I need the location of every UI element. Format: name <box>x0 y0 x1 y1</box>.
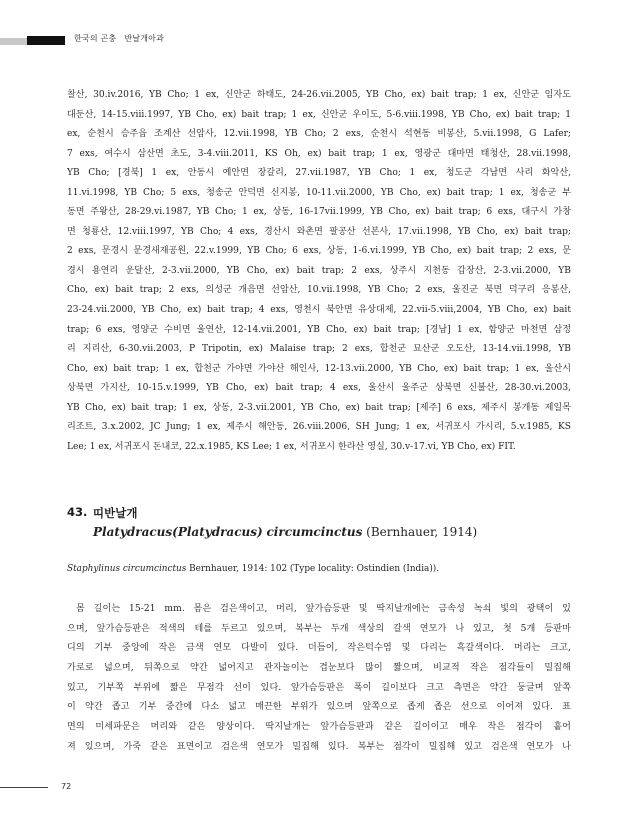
record-line: 11.vi.1998, YB Cho; 5 exs, 청송군 안덕면 신지봉, 10-11.vii.2000, YB Cho, ex) bait trap; 1 ex, 청송군 부 <box>67 187 571 198</box>
description-line: 몸 길이는 15-21 mm. 몸은 검은색이고, 머리, 앞가슴등판 및 딱지날개에는 금속성 녹쇠 빛의 광택이 있 <box>76 604 571 614</box>
record-line: YB Cho; [경북] 1 ex, 안동시 예안면 장갈리, 27.vii.1987, YB Cho; 1 ex, 청도군 각남면 사리 화악산, <box>67 168 571 179</box>
record-line: 상북면 가지산, 10-15.v.1999, YB Cho, ex) bait trap; 4 exs, 울산시 울주군 상북면 신불산, 28-30.vi.2003, <box>67 383 571 394</box>
page-number: 72 <box>61 782 72 791</box>
record-line: ex, 순천시 승주읍 조계산 선암사, 12.vii.1998, YB Cho; 2 exs, 순천시 석현동 비봉산, 5.vii.1998, G Lafer; <box>67 129 571 140</box>
description-line: 져 있으며, 가죽 같은 표면이고 검은색 연모가 밀집해 있다. 복부는 점각이 밀집해 있고 검은색 연모가 나 <box>67 741 571 752</box>
description-line: 가로로 넓으며, 뒤쪽으로 약간 넓어지고 관자놀이는 겹눈보다 많이 짧으며, 비교적 작은 점각들이 밀집해 <box>67 663 571 674</box>
genus-name: Platydracus <box>93 525 173 539</box>
species-description <box>67 600 571 758</box>
running-header <box>74 33 164 44</box>
description-line: 디의 기부 중앙에 작은 금색 연모 다발이 있다. 더듬이, 작은턱수염 및 다리는 흑갈색이다. 머리는 크고, <box>67 643 571 654</box>
description-line: 으며, 앞가슴등판은 적색의 테를 두르고 있으며, 복부는 두개 색상의 갈색 연모가 나 있고, 첫 5개 등판마 <box>67 623 571 634</box>
species-epithet: circumcinctus <box>266 525 363 539</box>
record-line: 2 exs, 문경시 문경새재공원, 22.v.1999, YB Cho; 6 exs, 상동, 1-6.vi.1999, YB Cho, ex) bait trap; 2 exs, 문 <box>67 246 571 257</box>
record-line: 23-24.vii.2000, YB Cho, ex) bait trap; 4 exs, 영천시 북안면 유상대제, 22.vii-5.viii,2004, YB Cho, ex) bait <box>67 305 571 316</box>
record-line: Cho, ex) bait trap; 2 exs, 의성군 개음면 선암산, 10.vii.1998, YB Cho; 2 exs, 울진군 북면 덕구리 응봉산, <box>67 285 571 296</box>
synonym-citation <box>67 564 439 574</box>
record-line: 7 exs, 여수시 삼산면 초도, 3-4.viii.2011, KS Oh, ex) bait trap; 1 ex, 영광군 대마면 태청산, 28.vii.1998, <box>67 148 571 159</box>
header-accent-bar-gray <box>0 38 27 45</box>
specimen-records <box>67 86 571 457</box>
synonym-name: Staphylinus circumcinctus <box>67 564 187 574</box>
description-line: 있고, 기부쪽 부위에 짧은 무점각 선이 있다. 앞가슴등판은 폭이 길이보다 크고 측면은 약간 둥글며 앞쪽 <box>67 682 571 693</box>
subgenus-name: (Platydracus) <box>172 525 263 539</box>
synonym-reference: Bernhauer, 1914: 102 (Type locality: Ostindien (India)). <box>189 564 440 574</box>
record-line: 리 지리산, 6-30.vii.2003, P Tripotin, ex) Malaise trap; 2 exs, 합천군 묘산군 오도산, 13-14.vii.1998, YB <box>67 344 571 355</box>
record-line: YB Cho, ex) bait trap; 1 ex, 상동, 2-3.vii.2001, YB Cho, ex) bait trap; [제주] 6 exs, 제주시 봉개동 제일목 <box>67 402 571 413</box>
species-scientific-name <box>93 525 477 539</box>
record-line: 리조트, 3.x.2002, JC Jung; 1 ex, 제주시 해안동, 26.viii.2006, SH Jung; 1 ex, 서귀포시 가시리, 5.v.1985, KS <box>67 422 571 433</box>
section-title: 반날개아과 <box>124 34 165 43</box>
record-line: 동면 주왕산, 28-29.vi.1987, YB Cho; 1 ex, 상동, 16-17vii.1999, YB Cho, ex) bait trap; 6 exs, 대구시 가창 <box>67 207 571 218</box>
record-line: Cho, ex) bait trap; 1 ex, 합천군 가야면 가야산 해인사, 12-13.vii.2000, YB Cho, ex) bait trap; 1 ex, 울산시 <box>67 363 571 374</box>
description-line: 면의 미세파문은 머리와 같은 양상이다. 딱지날개는 앞가슴등판과 같은 길이이고 매우 작은 점각이 흩어 <box>67 722 571 733</box>
header-accent-bar-black <box>27 36 65 45</box>
record-line: trap; 6 exs, 영양군 수비면 울연산, 12-14.vii.2001, YB Cho, ex) bait trap; [경남] 1 ex, 함양군 마천면 삼정 <box>67 324 571 335</box>
record-line: 찰산, 30.iv.2016, YB Cho; 1 ex, 신안군 하태도, 24-26.vii.2005, YB Cho, ex) bait trap; 1 ex, 신안군 임자도 <box>67 90 571 100</box>
species-number: 43. <box>67 505 88 519</box>
record-line: 대둔산, 14-15.viii.1997, YB Cho, ex) bait trap; 1 ex, 신안군 우이도, 5-6.viii.1998, YB Cho, ex) bait trap; 1 <box>67 109 571 120</box>
record-line: 면 청룡산, 12.viii.1997, YB Cho; 4 exs, 경산시 와촌면 팔공산 선본사, 17.vii.1998, YB Cho, ex) bait trap; <box>67 226 571 237</box>
record-line: 경시 용연리 운달산, 2-3.vii.2000, YB Cho, ex) bait trap; 2 exs, 상주시 지천동 갑장산, 2-3.vii.2000, YB <box>67 265 571 276</box>
description-line: 이 약간 좁고 기부 중간에 다소 넓고 매끈한 부위가 있으며 앞쪽으로 좁게 좁은 선으로 이어져 있다. 표 <box>67 702 571 713</box>
species-korean-name: 띠반날개 <box>93 506 138 520</box>
footer-rule <box>0 787 48 788</box>
record-line: Lee; 1 ex, 서귀포시 돈내코, 22.x.1985, KS Lee; 1 ex, 서귀포시 한라산 영실, 30.v-17.vi, YB Cho, ex) FIT. <box>67 441 516 452</box>
species-author: (Bernhauer, 1914) <box>366 525 478 539</box>
book-title: 한국의 곤충 <box>74 34 117 43</box>
